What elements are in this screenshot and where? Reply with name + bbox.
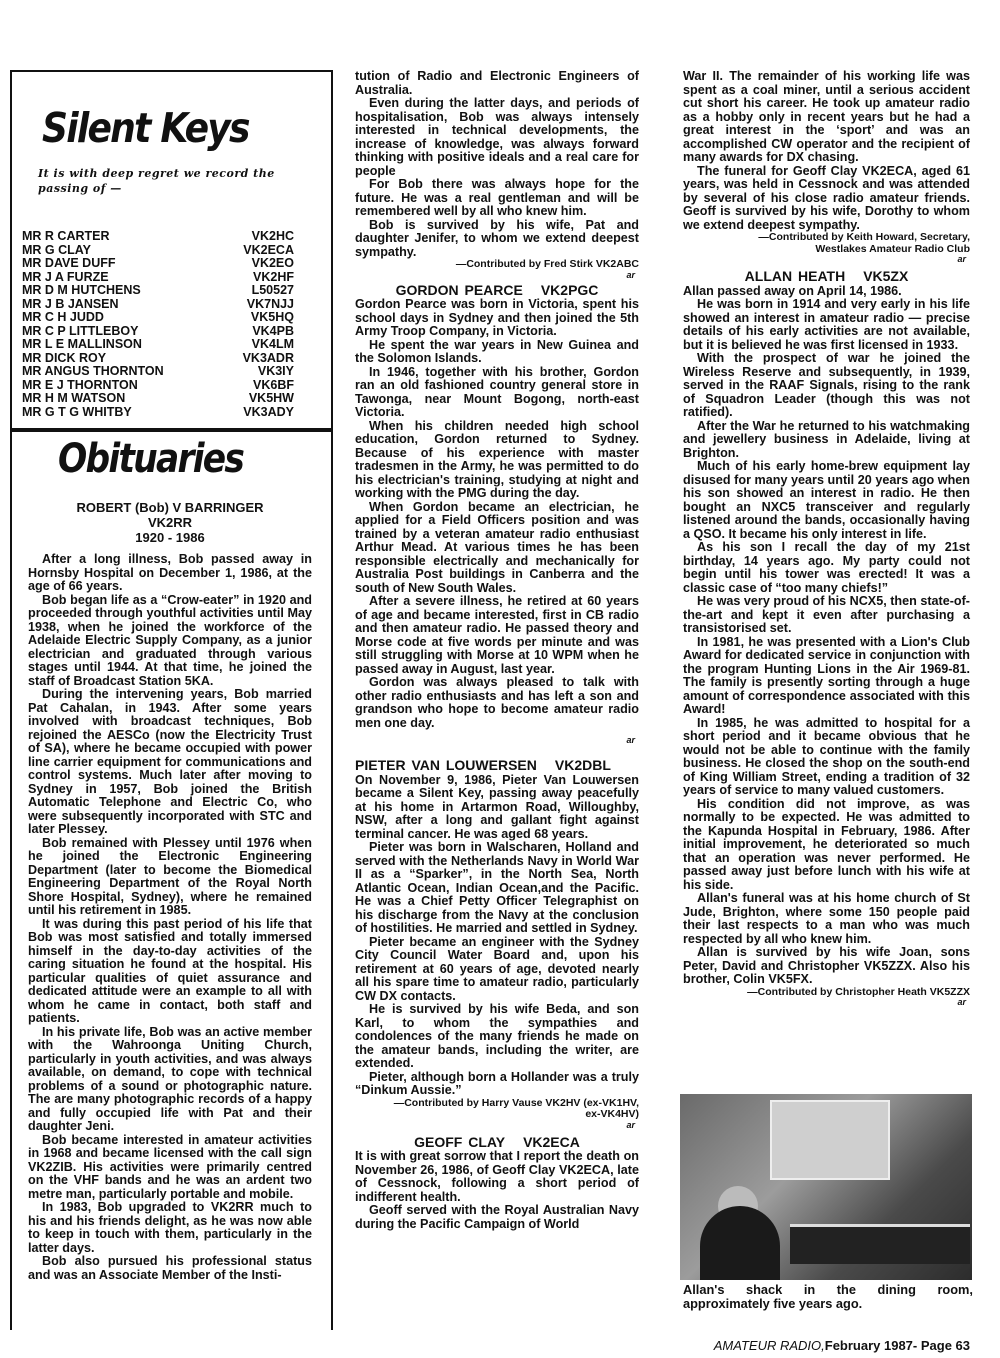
- paragraph: In 1981, he was presented with a Lion's Club Award for dedicated service in conjunction with the program Hunting Lions in the Air 1969-81. The family is presently sorting through a huge amount of correspondence associated with this Award!: [683, 634, 970, 716]
- silent-key-call: VK5HQ: [250, 310, 294, 324]
- silent-keys-intro: It is with deep regret we record the passing of —: [38, 167, 275, 195]
- silent-key-name: MR J B JANSEN: [22, 296, 119, 311]
- paragraph: After a severe illness, he retired at 60 years of age and became interested, first in CB radio and then amateur radio. He passed theory and Morse code at five words per minute and was still struggling with Morse at 10 WPM when he passed away in August, last year.: [355, 594, 639, 676]
- barringer-continuation: tution of Radio and Electronic Engineers of Australia.: [355, 69, 639, 97]
- silent-key-name: MR DICK ROY: [22, 350, 107, 365]
- louwersen-name: PIETER VAN LOUWERSEN: [355, 757, 537, 773]
- wall-map: [770, 1100, 890, 1180]
- paragraph: Pieter, although born a Hollander was a truly “Dinkum Aussie.”: [355, 1069, 639, 1097]
- silent-key-name: MR G CLAY: [22, 242, 91, 257]
- silent-key-name: MR L E MALLINSON: [22, 337, 142, 351]
- ar-mark: ar: [957, 254, 966, 264]
- barringer-credit: —Contributed by Fred Stirk VK2ABC: [455, 258, 639, 270]
- silent-key-call: VK3ADY: [243, 404, 294, 419]
- pearce-body: [355, 298, 639, 730]
- paragraph: He spent the war years in New Guinea and the Solomon Islands.: [355, 337, 639, 365]
- paragraph: In 1983, Bob upgraded to VK2RR much to his and his friends delight, as he was now able to keep in touch with them, particularly in the latter days.: [28, 1200, 312, 1255]
- paragraph: His condition did not improve, as was normally to be expected. He was admitted to the Kapunda Hospital in February, 1986. After initial improvement, he deteriorated so much that an operation was never performed. He passed away just before lunch with his wife at his side.: [683, 796, 970, 892]
- heath-heading: [683, 270, 970, 284]
- silent-keys-title: Silent Keys: [42, 104, 249, 152]
- silent-key-call: VK3IY: [257, 364, 294, 378]
- paragraph: Bob also pursued his professional status and was an Associate Member of the Insti-: [28, 1254, 312, 1282]
- louwersen-heading: [355, 759, 639, 773]
- silent-key-name: MR D M HUTCHENS: [22, 283, 141, 297]
- paragraph: Bob remained with Plessey until 1976 when he joined the Electronic Engineering Department (later to become the Biomedical Engineering Department of the Royal North Shore Hospital, Sydney), where he remained until his retirement in 1985.: [28, 835, 312, 917]
- paragraph: Bob is survived by his wife, Pat and daughter Jenifer, to whom we extend deepest sympathy.: [355, 217, 639, 259]
- paragraph: It is with great sorrow that I report the death on November 26, 1986, of Geoff Clay VK2ECA, late of Cessnock, following a short period of indifferent health.: [355, 1149, 639, 1204]
- heath-credit: —Contributed by Christopher Heath VK5ZZX: [747, 985, 970, 998]
- clay-body-continued: [683, 165, 970, 233]
- silent-keys-list: [22, 230, 294, 419]
- paragraph: With the prospect of war he joined the Wireless Reserve and subsequently, in 1939, served in the RAAF Signals, rising to the rank of Squadron Leader (though this was not ratified).: [683, 351, 970, 419]
- silent-key-name: MR H M WATSON: [22, 391, 126, 405]
- silent-key-call: VK2ECA: [243, 242, 294, 257]
- silent-key-call: VK6BF: [253, 377, 294, 392]
- silent-key-name: MR ANGUS THORNTON: [22, 364, 164, 378]
- silent-key-entry: [22, 257, 294, 271]
- paragraph: Allan is survived by his wife Joan, sons Peter, David and Christopher VK5ZZX. Also his brother, Colin VK5FX.: [683, 945, 970, 986]
- paragraph: Allan passed away on April 14, 1986.: [683, 283, 902, 298]
- heath-call: VK5ZX: [863, 268, 909, 284]
- paragraph: Bob became interested in amateur activities in 1968 and became licensed with the call sign VK2ZIB. His activities were primarily centred on the VHF bands and he was an ardent two metre man, particularly portable and mobile.: [28, 1132, 312, 1201]
- silent-key-call: VK4PB: [252, 323, 294, 338]
- paragraph: He was born in 1914 and very early in his life showed an interest in amateur radio — precise details of his early activities are not available, but it is believed he was first licensed in 1933.: [683, 297, 970, 352]
- paragraph: In his private life, Bob was an active member with the Wahroonga Uniting Church, particularly in youth activities, and was always available, on demand, to cope with technical problems of a sound or photographic nature. The are many photographic records of a happy and fully occupied life with Pat and their daughter Jeni.: [28, 1024, 312, 1133]
- silent-key-call: VK4LM: [251, 337, 294, 351]
- footer-magazine: AMATEUR RADIO,: [713, 1338, 825, 1353]
- silent-key-entry: [22, 284, 294, 298]
- footer-issue: February 1987- Page 63: [824, 1338, 970, 1353]
- paragraph: Pieter was born in Walscharen, Holland and served with the Netherlands Navy in World War II as a “Sparker”, in the North Sea, North Atlantic Ocean, Indian Ocean,and the Pacific. He was a Chief Petty Officer Telegraphist on his discharge from the Navy at the conclusion of hostilities. He married and settled in Sydney.: [355, 840, 639, 935]
- silent-key-call: VK5HW: [248, 391, 294, 405]
- paragraph: In 1985, he was admitted to hospital for a short period and it became obvious that he would not be able to continue with the family business. He closed the shop on the south-end of King William Street, ending a tradition of 32 years of service to many valued customers.: [683, 715, 970, 797]
- paragraph: In 1946, together with his brother, Gordon ran an old fashioned country general store in Tawonga, near Mount Bogong, north-east Victoria.: [355, 364, 639, 419]
- pearce-heading: [355, 281, 639, 298]
- silent-key-call: VK2HF: [253, 269, 294, 284]
- paragraph: After a long illness, Bob passed away in Hornsby Hospital on December 1, 1986, at the age of 66 years.: [28, 552, 312, 593]
- silent-key-entry: [22, 325, 294, 339]
- louwersen-body: [355, 774, 639, 1098]
- barringer-body-continued: [355, 97, 639, 259]
- paragraph: Allan's funeral was at his home church of St Jude, Brighton, where some 150 people paid their last respects to a man who was much respected by all who knew him.: [683, 891, 970, 946]
- barringer-years: 1920 - 1986: [135, 530, 205, 545]
- silent-key-entry: [22, 352, 294, 366]
- paragraph: Gordon Pearce was born in Victoria, spent his school days in Sydney and then joined the 5th Army Troop Company, in Victoria.: [355, 297, 639, 338]
- ar-mark: ar: [626, 269, 635, 280]
- photo-caption: Allan's shack in the dining room, approximately five years ago.: [683, 1282, 973, 1311]
- paragraph: During the intervening years, Bob married Pat Cahalan, in 1943. After some years involved with broadcast techniques, Bob rejoined the AESCo (now the Electricity Trust of SA), where he became occupied with power line carrier equipment for communications and control systems. Much later after moving to Sydney in 1957, Bob joined the British Automatic Telephone and Electric Co, who were subsequently incorporated with STC and later Plessey.: [28, 687, 312, 836]
- paragraph: Much of his early home-brew equipment lay disused for many years until 20 years ago when his son showed an interest in radio. He then bought an NXC5 transceiver and regularly listened around the bands, occasionally having a QSO. It became his only interest in life.: [683, 459, 970, 541]
- silent-key-call: L50527: [251, 283, 294, 297]
- column-3: [683, 70, 970, 1007]
- ar-mark: ar: [626, 1119, 635, 1130]
- page-footer: [714, 1338, 970, 1353]
- obituaries-title: Obituaries: [58, 436, 244, 482]
- radio-equipment: [790, 1224, 970, 1264]
- silent-key-call: VK7NJJ: [246, 296, 294, 311]
- paragraph: It was during this past period of his life that Bob was most satisfied and totally immersed himself in the day-to-day activities of the caring situation he found at the hospital. His particular qualities of quiet assurance and dedicated attitude were an example to all with whom he came in contact, both staff and patients.: [28, 916, 312, 1025]
- silent-key-name: MR G T G WHITBY: [22, 404, 132, 419]
- operator-body: [700, 1206, 780, 1280]
- silent-key-entry: [22, 311, 294, 325]
- silent-key-call: VK2HC: [251, 229, 294, 243]
- paragraph: When Gordon became an electrician, he applied for a Field Officers position and was trained by a veteran amateur radio enthusiast Arthur Mead. At various times he has been responsible electrically and mechanically for Australia Post buildings in Canberra and the south of New South Wales.: [355, 499, 639, 595]
- paragraph: Gordon was always pleased to talk with other radio enthusiasts and has left a son and grandson who hope to become amateur radio men one day.: [355, 675, 639, 730]
- barringer-name: ROBERT (Bob) V BARRINGER: [76, 500, 264, 515]
- silent-key-name: MR J A FURZE: [22, 269, 109, 284]
- barringer-body: [28, 553, 312, 1282]
- louwersen-call: VK2DBL: [554, 757, 611, 773]
- clay-call: VK2ECA: [523, 1133, 580, 1150]
- paragraph: Pieter became an engineer with the Sydney City Council Water Board and, upon his retirement at 60 years of age, devoted nearly all his spare time to amateur radio, particularly CW DX contacts.: [355, 934, 639, 1003]
- silent-key-entry: [22, 298, 294, 312]
- silent-key-name: MR E J THORNTON: [22, 377, 138, 392]
- silent-key-entry: [22, 244, 294, 258]
- ar-mark: ar: [626, 735, 635, 745]
- silent-key-name: MR DAVE DUFF: [22, 256, 116, 270]
- clay-continuation: War II. The remainder of his working life was spent as a coal miner, until a serious accident cut short his career. He took up amateur radio as a hobby only in recent years but he had a great interest in the ‘sport’ and was an accomplished CW operator and the recipient of many awards for DX chasing.: [683, 69, 970, 164]
- paragraph: For Bob there was always hope for the future. He was a real gentleman and will be remembered well by all who knew him.: [355, 177, 639, 218]
- clay-credit-1: —Contributed by Keith Howard, Secretary,: [758, 231, 970, 243]
- louwersen-credit-2: ex-VK4HV): [585, 1108, 639, 1120]
- paragraph: Even during the latter days, and periods of hospitalisation, Bob was always intensely interested in technical developments, the increase of knowledge, was always forward thinking with positive ideals and a real care for people: [355, 96, 639, 178]
- paragraph: After the War he returned to his watchmaking and jewellery business in Adelaide, living at Brighton.: [683, 418, 970, 460]
- silent-key-name: MR R CARTER: [22, 229, 110, 243]
- silent-key-entry: [22, 338, 294, 352]
- barringer-call: VK2RR: [147, 515, 193, 530]
- pearce-name: GORDON PEARCE: [395, 281, 523, 298]
- silent-key-entry: [22, 230, 294, 244]
- paragraph: He was very proud of his NCX5, then state-of-the-art and kept it even after purchasing a transistorised set.: [683, 594, 970, 635]
- louwersen-credit-1: —Contributed by Harry Vause VK2HV (ex-VK1HV,: [393, 1096, 639, 1109]
- silent-key-call: VK3ADR: [242, 350, 294, 365]
- shack-photo: [680, 1094, 972, 1280]
- silent-key-entry: [22, 392, 294, 406]
- silent-key-entry: [22, 365, 294, 379]
- paragraph: As his son I recall the day of my 21st birthday, 14 years ago. My party could not begin until his tower was erected! It was a classic case of “too many chiefs!”: [683, 540, 970, 595]
- heath-body: [683, 285, 970, 987]
- clay-body: [355, 1150, 639, 1231]
- silent-key-entry: [22, 271, 294, 285]
- paragraph: On November 9, 1986, Pieter Van Louwersen became a Silent Key, passing away peacefully at his home in Artarmon Road, Willoughby, NSW, after a long and gallant fight against terminal cancer. He was aged 68 years.: [355, 772, 639, 841]
- heath-name: ALLAN HEATH: [744, 268, 846, 284]
- column-1: [28, 500, 312, 1282]
- clay-name: GEOFF CLAY: [414, 1133, 506, 1150]
- paragraph: Bob began life as a “Crow-eater” in 1920 and proceeded through youthful activities until May 1938, when he joined the workforce of the Adelaide Electric Supply Company, as a junior electrician and graduated through various stages until 1944. At that time, he joined the staff of Broadcast Station 5KA.: [28, 592, 312, 688]
- paragraph: When his children needed high school education, Gordon returned to Sydney. Because of his experience with master tradesmen in the Army, he was permitted to do his electrician's training, studying at night and working with the PMG during the day.: [355, 418, 639, 500]
- silent-key-entry: [22, 379, 294, 393]
- clay-heading: [355, 1133, 639, 1150]
- paragraph: The funeral for Geoff Clay VK2ECA, aged 61 years, was held in Cessnock and was attended by several of his close radio amateur friends. Geoff is survived by his wife, Dorothy to whom we extend deepest sympathy.: [683, 163, 970, 232]
- silent-key-name: MR C P LITTLEBOY: [22, 323, 139, 338]
- clay-credit-2: Westlakes Amateur Radio Club: [815, 242, 970, 255]
- silent-key-name: MR C H JUDD: [22, 310, 104, 324]
- paragraph: He is survived by his wife Beda, and son Karl, to whom the sympathies and condolences of the many friends he made on the amateur bands, including the writer, are extended.: [355, 1002, 639, 1070]
- column-2: [355, 70, 639, 1231]
- silent-key-call: VK2EO: [251, 256, 294, 270]
- ar-mark: ar: [957, 997, 966, 1007]
- pearce-call: VK2PGC: [540, 281, 599, 298]
- paragraph: Geoff served with the Royal Australian Navy during the Pacific Campaign of World: [355, 1203, 639, 1231]
- barringer-heading: [28, 500, 312, 545]
- silent-key-entry: [22, 406, 294, 420]
